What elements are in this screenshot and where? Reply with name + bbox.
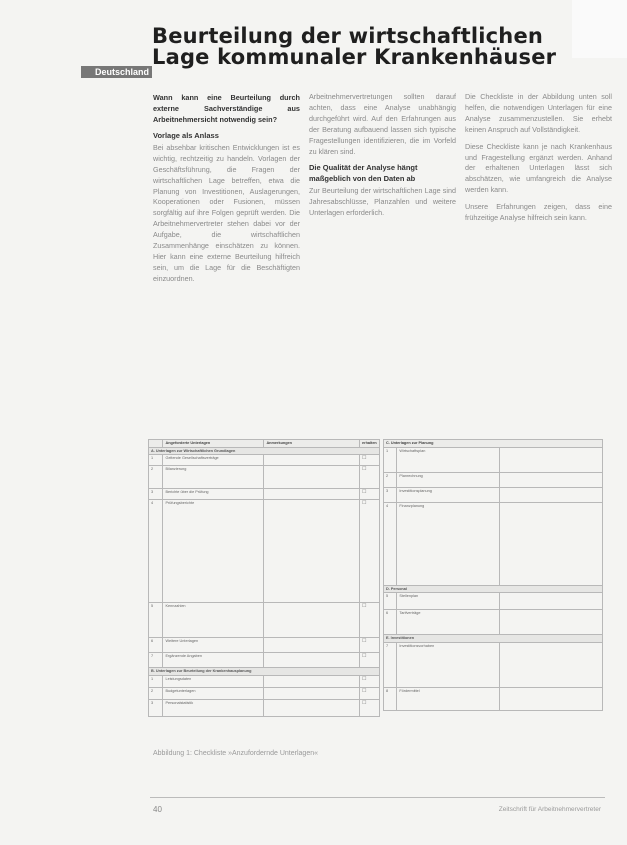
table-header-cell: erhalten xyxy=(359,440,379,448)
checklist-table-left xyxy=(148,439,380,717)
checkbox[interactable]: ☐ xyxy=(359,466,379,489)
page-number: 40 xyxy=(153,805,162,814)
checkbox[interactable]: ☐ xyxy=(359,500,379,603)
footer-divider xyxy=(150,797,605,798)
table-header-cell: Anmerkungen xyxy=(264,440,360,448)
table-row: 2 Planrechnung xyxy=(384,472,603,487)
checkbox[interactable]: ☐ xyxy=(359,603,379,638)
paragraph: Diese Checkliste kann je nach Krankenhaus und Fragestellung ergänzt werden. Anhand der erhaltenen Unterlagen lässt sich abschätzen, wie umfangreich die Analyse werden kann. xyxy=(465,141,612,195)
table-row: 6 Tarifverträge xyxy=(384,610,603,635)
paragraph: Unsere Erfahrungen zeigen, dass eine frühzeitige Analyse hilfreich sein kann. xyxy=(465,202,612,223)
table-header-cell: Angeforderte Unterlagen xyxy=(163,440,264,448)
article-title: Beurteilung der wirtschaftlichen Lage kommunaler Krankenhäuser xyxy=(152,24,557,69)
table-row: 6 Weitere Unterlagen ☐ xyxy=(149,638,380,653)
checkbox[interactable]: ☐ xyxy=(359,638,379,653)
table-row: 7 Ergänzende Angaben ☐ xyxy=(149,653,380,668)
column-2 xyxy=(309,92,456,225)
column-1 xyxy=(153,92,300,291)
table-row: 1 Wirtschaftsplan xyxy=(384,447,603,472)
table-row: 1 Geltende Gesellschaftsverträge ☐ xyxy=(149,455,380,466)
checklist-figure xyxy=(148,439,603,741)
paragraph: Arbeitnehmervertretungen sollten darauf achten, dass eine Analyse unabhängig durchgeführt wird. Auf den Erfahrungen aus der Beratung aufbauend lassen sich typische Fragestellungen identifizieren, die im Vorfeld zu klären sind. xyxy=(309,92,456,156)
section-heading: Die Qualität der Analyse hängt maßgeblich von den Daten ab xyxy=(309,163,418,184)
table-section: D. Personal xyxy=(384,585,603,593)
table-row: 3 Berichte über die Prüfung ☐ xyxy=(149,489,380,500)
table-row: 2 Budgetunterlagen ☐ xyxy=(149,687,380,699)
table-section: A. Unterlagen zur Wirtschaftlichen Grundlagen xyxy=(149,447,380,455)
checklist-table-right xyxy=(383,439,603,711)
country-tag: Deutschland xyxy=(81,66,152,78)
table-row: 8 Fördermittel xyxy=(384,687,603,710)
figure-caption: Abbildung 1: Checkliste »Anzufordernde Unterlagen« xyxy=(153,750,318,757)
table-header-cell: C. Unterlagen zur Planung xyxy=(384,440,603,448)
journal-name: Zeitschrift für Arbeitnehmervertreter xyxy=(498,806,601,813)
paragraph: Zur Beurteilung der wirtschaftlichen Lage sind Jahresabschlüsse, Planzahlen und weitere Unterlagen erforderlich. xyxy=(309,186,456,218)
table-section: B. Unterlagen zur Beurteilung der Krankenhausplanung xyxy=(149,668,380,676)
table-section: E. Investitionen xyxy=(384,635,603,643)
table-row: 3 Investitionsplanung xyxy=(384,487,603,502)
checkbox[interactable]: ☐ xyxy=(359,675,379,687)
paragraph: Die Checkliste in der Abbildung unten soll helfen, die notwendigen Unterlagen für eine Analyse zusammenzustellen. Sie erhebt keinen Anspruch auf Vollständigkeit. xyxy=(465,92,612,134)
checkbox[interactable]: ☐ xyxy=(359,687,379,699)
section-heading: Vorlage als Anlass xyxy=(153,131,219,140)
table-row: 5 Kennzahlen ☐ xyxy=(149,603,380,638)
checkbox[interactable]: ☐ xyxy=(359,455,379,466)
table-header-cell xyxy=(149,440,163,448)
table-row: 4 Prüfungsberichte ☐ xyxy=(149,500,380,603)
table-row: 5 Stellenplan xyxy=(384,593,603,610)
lead-question: Wann kann eine Beurteilung durch externe Sachverständige aus Arbeitnehmersicht notwendig sein? xyxy=(153,93,300,124)
table-row: 4 Finanzplanung xyxy=(384,502,603,585)
column-3 xyxy=(465,92,612,230)
checkbox[interactable]: ☐ xyxy=(359,653,379,668)
checkbox[interactable]: ☐ xyxy=(359,489,379,500)
table-row: 2 Bilanzierung ☐ xyxy=(149,466,380,489)
table-row: 3 Personalstatistik ☐ xyxy=(149,699,380,716)
paragraph: Bei absehbar kritischen Entwicklungen ist es wichtig, rechtzeitig zu handeln. Vorlagen der Geschäftsführung, die Fragen der wirtschaftlichen Lage betreffen, etwa die Planung von Investitionen, Auslagerungen, Kooperationen oder Fusionen, müssen sorgfältig auf ihre Folgen geprüft werden. Die Arbeitnehmervertreter stehen dabei vor der Aufgabe, die wirtschaftlichen Zusammenhänge einschätzen zu können. Hier kann eine externe Beurteilung hilfreich sein, um die Lage für die Beschäftigten einzuordnen. xyxy=(153,142,300,283)
table-row: 1 Leistungsdaten ☐ xyxy=(149,675,380,687)
table-row: 7 Investitionsvorhaben xyxy=(384,642,603,687)
checkbox[interactable]: ☐ xyxy=(359,699,379,716)
